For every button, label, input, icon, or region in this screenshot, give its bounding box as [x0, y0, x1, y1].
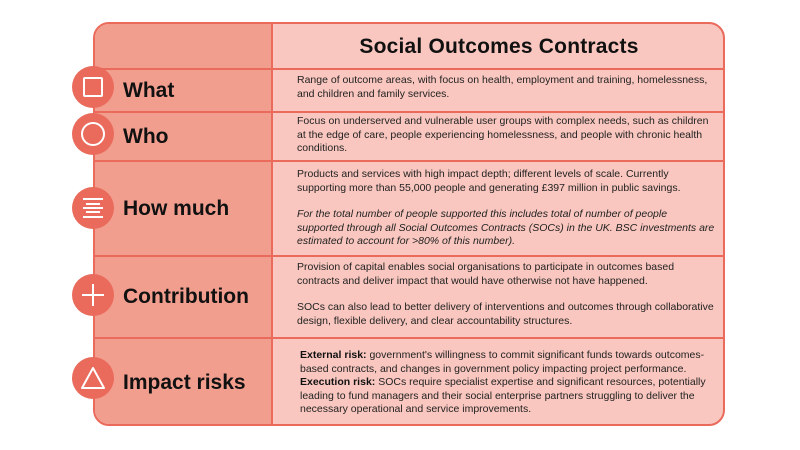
risk-text: government's willingness to commit significant funds towards outcomes-based contracts, and changes in government policy impacting project performance.: [300, 349, 705, 375]
row-body-impact-risks: [300, 349, 715, 417]
lines-icon: [72, 187, 114, 229]
row-text: Provision of capital enables social organisations to participate in outcomes based contracts and deliver impact that would have otherwise not have happened.: [297, 261, 675, 287]
circle-icon: [72, 113, 114, 155]
row-body-contribution: [297, 261, 715, 328]
row-note: For the total number of people supported this includes total of number of people supported through all Social Outcomes Contracts (SOCs) in the UK. BSC investments are estimated to account for >80% of this number).: [297, 208, 715, 247]
row-text: Focus on underserved and vulnerable user groups with complex needs, such as children at the edge of care, people experiencing homelessness, and people with chronic health conditions.: [297, 115, 709, 154]
risk-execution: [300, 376, 715, 417]
risk-heading: Execution risk:: [300, 376, 376, 388]
row-label-impact-risks: Impact risks: [123, 370, 246, 394]
row-body-what: [297, 74, 715, 101]
social-outcomes-card: [93, 22, 725, 426]
row-divider: [95, 111, 723, 113]
row-text: Range of outcome areas, with focus on health, employment and training, homelessness, and children and family services.: [297, 74, 708, 100]
row-body-who: [297, 115, 715, 156]
row-label-what: What: [123, 78, 175, 102]
row-label-contribution: Contribution: [123, 285, 249, 308]
row-label-who: Who: [123, 124, 169, 148]
triangle-icon: [72, 357, 114, 399]
square-icon: [72, 66, 114, 108]
row-divider: [95, 68, 723, 70]
table-title: Social Outcomes Contracts: [359, 35, 639, 58]
row-text: Products and services with high impact depth; different levels of scale. Currently supporting more than 55,000 people and generating £397 million in public savings.: [297, 168, 681, 194]
row-body-how-much: [297, 168, 715, 249]
risk-heading: External risk:: [300, 349, 367, 361]
row-label-how-much: How much: [123, 196, 230, 220]
risk-text: SOCs require specialist expertise and significant resources, potentially leading to fund managers and their social enterprise partners struggling to deliver the necessary operational and service improvements.: [300, 376, 706, 415]
row-text: SOCs can also lead to better delivery of interventions and outcomes through collaborative design, flexible delivery, and clear accountability structures.: [297, 301, 714, 327]
plus-icon: [72, 274, 114, 316]
risk-external: [300, 349, 715, 376]
